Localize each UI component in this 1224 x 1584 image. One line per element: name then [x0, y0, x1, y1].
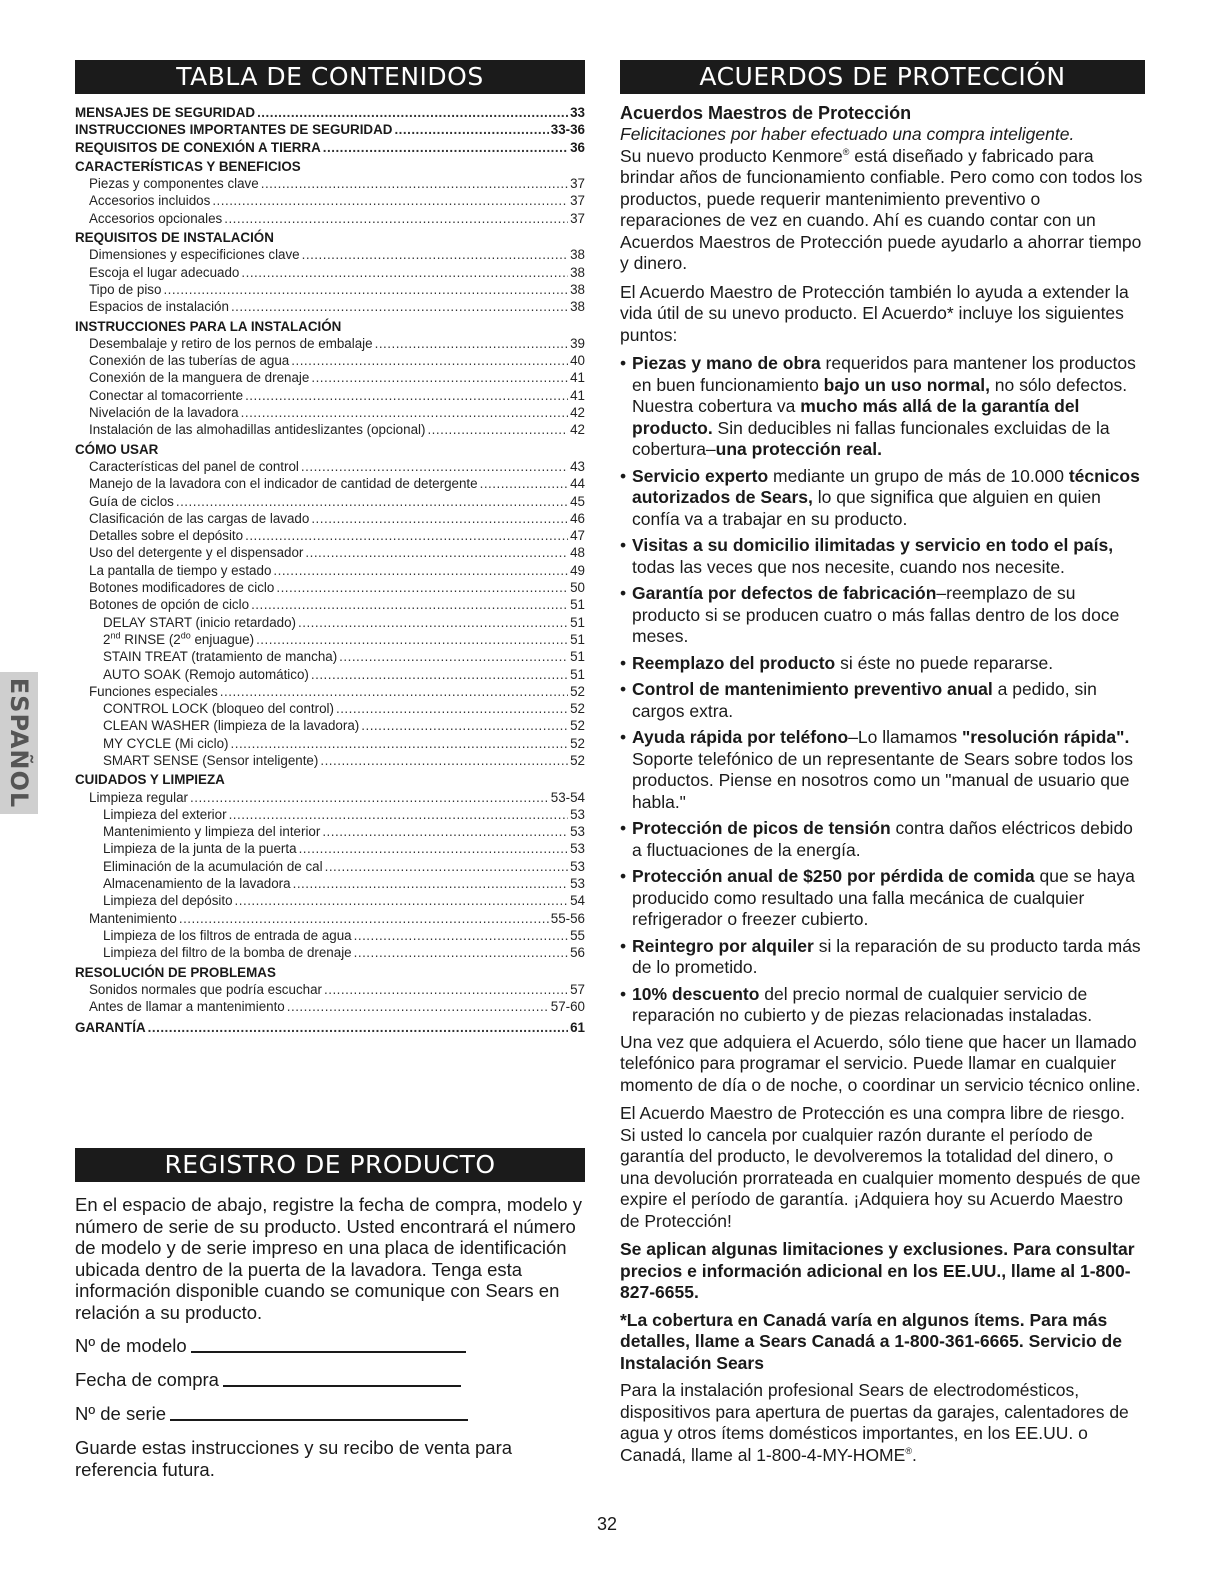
toc-entry — [75, 752, 585, 769]
toc-entry-title: Limpieza del exterior — [103, 806, 227, 822]
toc-entry-title: Clasificación de las cargas de lavado — [89, 510, 310, 526]
toc-section-heading: REQUISITOS DE INSTALACIÓN — [75, 230, 274, 246]
toc-entry — [75, 981, 585, 998]
toc-entry-page: 44 — [570, 476, 585, 492]
toc-leader-dots — [354, 944, 568, 961]
toc-list — [75, 104, 585, 1037]
toc-leader-dots — [235, 892, 569, 909]
toc-entry-page: 47 — [570, 528, 585, 544]
toc-entry-page: 46 — [570, 510, 585, 526]
toc-leader-dots — [298, 614, 568, 631]
toc-entry — [75, 700, 585, 717]
toc-entry — [75, 666, 585, 683]
toc-entry — [75, 579, 585, 596]
toc-leader-dots — [241, 404, 568, 421]
toc-leader-dots — [261, 175, 568, 192]
toc-entry — [75, 335, 585, 352]
toc-entry — [75, 421, 585, 438]
toc-entry-title: Espacios de instalación — [89, 299, 229, 315]
toc-entry-page: 51 — [570, 631, 585, 647]
bullet-descuento: • 10% descuento del precio normal de cualquier servicio de reparación no cubierto y de piezas relacionadas instaladas. — [620, 983, 1093, 1025]
toc-entry-title: Limpieza regular — [89, 789, 188, 805]
acuerdos-p5: Para la instalación profesional Sears de electrodomésticos, dispositivos para apertura de puertas da garajes, calentadores de agua y otros ítems domésticos importantes, en los EE.UU. o Canadá, llame al 1-800-4-MY-HOME®. — [620, 1380, 1129, 1465]
toc-entry — [75, 648, 585, 665]
toc-leader-dots — [256, 631, 568, 648]
acuerdos-limitaciones: Se aplican algunas limitaciones y exclusiones. Para consultar precios e información adicional en los EE.UU., llame al 1-800-827-6655. — [620, 1239, 1135, 1302]
toc-entry-page: 55-56 — [550, 910, 585, 926]
bullet-picos: • Protección de picos de tensión contra daños eléctricos debido a fluctuaciones de la energía. — [620, 818, 1133, 860]
toc-entry — [75, 927, 585, 944]
toc-entry-title: Guía de ciclos — [89, 493, 174, 509]
toc-leader-dots — [220, 683, 568, 700]
toc-section-heading: CUIDADOS Y LIMPIEZA — [75, 772, 225, 788]
toc-leader-dots — [305, 544, 568, 561]
toc-entry-page: 55 — [570, 927, 585, 943]
toc-entry — [75, 387, 585, 404]
toc-entry-page: 49 — [570, 562, 585, 578]
bullet-garantia: • Garantía por defectos de fabricación–reemplazo de su producto si se producen cuatro o más fallas dentro de los doce meses. — [620, 583, 1120, 646]
toc-entry-title: Escoja el lugar adecuado — [89, 264, 240, 280]
toc-entry — [75, 352, 585, 369]
toc-leader-dots — [325, 858, 569, 875]
toc-entry-page: 52 — [570, 735, 585, 751]
toc-leader-dots — [311, 510, 568, 527]
toc-entry — [75, 281, 585, 298]
toc-entry — [75, 246, 585, 263]
field-fecha[interactable] — [75, 1367, 585, 1391]
toc-section-heading: CARACTERÍSTICAS Y BENEFICIOS — [75, 158, 301, 174]
toc-entry-title: Conexión de la manguera de drenaje — [89, 370, 310, 386]
toc-entry-page: 43 — [570, 458, 585, 474]
toc-entry — [75, 510, 585, 527]
acuerdos-p1: Su nuevo producto Kenmore® está diseñado y fabricado para brindar años de funcionamiento confiable. Pero como con todos los productos, puede requerir mantenimiento preventivo o reparaciones de vez en cuando. Ahí es cuando contar con un Acuerdos Maestros de Protección puede ayudarlo a ahorrar tiempo y dinero. — [620, 145, 1143, 273]
field-fecha-line[interactable] — [223, 1385, 461, 1387]
field-modelo[interactable] — [75, 1333, 585, 1357]
toc-entry-page: 52 — [570, 683, 585, 699]
toc-entry-page: 52 — [570, 718, 585, 734]
toc-entry — [75, 121, 585, 138]
toc-entry — [75, 789, 585, 806]
toc-entry-title: SMART SENSE (Sensor inteligente) — [103, 752, 319, 768]
toc-entry-title: Sonidos normales que podría escuchar — [89, 981, 322, 997]
toc-entry — [75, 544, 585, 561]
acuerdos-p2: El Acuerdo Maestro de Protección también lo ayuda a extender la vida útil de su unevo producto. El Acuerdo* incluye los siguientes puntos: — [620, 281, 1129, 345]
toc-entry-title: MY CYCLE (Mi ciclo) — [103, 735, 229, 751]
toc-entry-title: Instalación de las almohadillas antideslizantes (opcional) — [89, 422, 426, 438]
toc-entry — [75, 614, 585, 631]
toc-leader-dots — [354, 927, 568, 944]
toc-entry-title: DELAY START (inicio retardado) — [103, 614, 297, 630]
toc-entry-page: 38 — [570, 281, 585, 297]
toc-entry-title: Accesorios incluidos — [89, 193, 211, 209]
toc-leader-dots — [339, 648, 568, 665]
toc-entry-title: CONTROL LOCK (bloqueo del control) — [103, 701, 334, 717]
toc-entry-page: 41 — [570, 387, 585, 403]
toc-entry-page: 57-60 — [550, 999, 585, 1015]
toc-entry-page: 37 — [570, 193, 585, 209]
toc-leader-dots — [231, 298, 568, 315]
toc-entry-title: AUTO SOAK (Remojo automático) — [103, 666, 309, 682]
toc-entry — [75, 840, 585, 857]
toc-entry — [75, 998, 585, 1015]
toc-leader-dots — [361, 717, 568, 734]
toc-entry — [75, 493, 585, 510]
toc-entry-title: Detalles sobre el depósito — [89, 528, 244, 544]
toc-entry — [75, 858, 585, 875]
toc-entry-title: Funciones especiales — [89, 683, 218, 699]
toc-entry-page: 61 — [570, 1020, 585, 1036]
toc-leader-dots — [302, 246, 568, 263]
toc-entry — [75, 458, 585, 475]
toc-entry — [75, 527, 585, 544]
language-side-tab: ESPAÑOL — [0, 672, 38, 814]
toc-entry-page: 42 — [570, 405, 585, 421]
toc-entry-title: Piezas y componentes clave — [89, 176, 259, 192]
toc-leader-dots — [148, 1019, 568, 1036]
toc-entry-page: 37 — [570, 210, 585, 226]
toc-entry-title: Conectar al tomacorriente — [89, 387, 244, 403]
field-serie-line[interactable] — [170, 1419, 468, 1421]
toc-entry — [75, 910, 585, 927]
toc-leader-dots — [212, 192, 568, 209]
toc-entry-page: 38 — [570, 247, 585, 263]
toc-entry — [75, 1019, 585, 1036]
toc-entry — [75, 875, 585, 892]
field-modelo-label: Nº de modelo — [75, 1335, 187, 1356]
toc-leader-dots — [293, 875, 569, 892]
toc-entry — [75, 139, 585, 156]
registro-note: Guarde estas instrucciones y su recibo de venta para referencia futura. — [75, 1437, 513, 1480]
toc-entry-page: 53-54 — [550, 789, 585, 805]
toc-leader-dots — [224, 210, 568, 227]
toc-leader-dots — [229, 806, 569, 823]
toc-entry — [75, 944, 585, 961]
toc-entry-title: Antes de llamar a mantenimiento — [89, 999, 285, 1015]
toc-entry-page: 53 — [570, 841, 585, 857]
registro-banner: REGISTRO DE PRODUCTO — [75, 1148, 585, 1182]
toc-leader-dots — [311, 666, 568, 683]
toc-leader-dots — [480, 475, 568, 492]
toc-entry — [75, 823, 585, 840]
toc-entry — [75, 683, 585, 700]
toc-leader-dots — [257, 104, 568, 121]
toc-entry-page: 51 — [570, 666, 585, 682]
toc-section-heading: CÓMO USAR — [75, 441, 159, 457]
toc-leader-dots — [245, 527, 568, 544]
bullet-reemplazo: • Reemplazo del producto si éste no puede repararse. — [620, 652, 1054, 673]
toc-entry-page: 38 — [570, 264, 585, 280]
toc-entry-page: 51 — [570, 614, 585, 630]
toc-entry-title: Mantenimiento — [89, 910, 177, 926]
toc-entry-title: Dimensiones y especificiones clave — [89, 247, 300, 263]
toc-entry-title: REQUISITOS DE CONEXIÓN A TIERRA — [75, 139, 321, 155]
toc-entry-title: Almacenamiento de la lavadora — [103, 876, 291, 892]
bullet-alquiler: • Reintegro por alquiler si la reparación de su producto tarda más de lo prometido. — [620, 935, 1141, 977]
toc-banner: TABLA DE CONTENIDOS — [75, 60, 585, 94]
toc-entry-page: 56 — [570, 945, 585, 961]
toc-entry — [75, 175, 585, 192]
toc-column — [75, 60, 585, 1037]
toc-entry — [75, 104, 585, 121]
toc-entry — [75, 192, 585, 209]
bullet-servicio: • Servicio experto mediante un grupo de más de 10.000 técnicos autorizados de Sears, lo que significa que alguien en quien confía va a trabajar en su producto. — [620, 465, 1140, 529]
toc-leader-dots — [241, 264, 568, 281]
acuerdos-banner: ACUERDOS DE PROTECCIÓN — [620, 60, 1145, 94]
field-modelo-line[interactable] — [191, 1351, 466, 1353]
bullet-visitas: • Visitas a su domicilio ilimitadas y servicio en todo el país, todas las veces que nos necesite, cuando nos necesite. — [620, 535, 1114, 577]
toc-entry-page: 45 — [570, 493, 585, 509]
toc-entry-title: Características del panel de control — [89, 458, 299, 474]
bullet-control: • Control de mantenimiento preventivo anual a pedido, sin cargos extra. — [620, 679, 1097, 721]
toc-entry-title: Limpieza de la junta de la puerta — [103, 841, 297, 857]
toc-entry-title: Botones de opción de ciclo — [89, 597, 250, 613]
toc-leader-dots — [299, 840, 569, 857]
toc-leader-dots — [394, 121, 548, 138]
toc-entry-title: MENSAJES DE SEGURIDAD — [75, 105, 256, 120]
acuerdos-p4: El Acuerdo Maestro de Protección es una compra libre de riesgo. Si usted lo cancela por cualquier razón durante el período de garantía del producto, le devolveremos la totalidad del dinero, o una devolución prorrateada en cualquier momento después de que expire el período de garantía. ¡Adquiera hoy su Acuerdo Maestro de Protección! — [620, 1103, 1141, 1231]
toc-entry — [75, 735, 585, 752]
registro-section — [75, 1148, 585, 1480]
toc-entry-title: Tipo de piso — [89, 281, 162, 297]
toc-entry-title: 2nd RINSE ($2^{do}$ enjuague) — [103, 630, 255, 647]
toc-entry-title: Eliminación de la acumulación de cal — [103, 858, 323, 874]
toc-entry-title: Limpieza del depósito — [103, 893, 233, 909]
toc-entry-title: Nivelación de la lavadora — [89, 405, 239, 421]
toc-entry-title: Uso del detergente y el dispensador — [89, 545, 304, 561]
toc-entry-page: 53 — [570, 806, 585, 822]
toc-entry-page: 53 — [570, 876, 585, 892]
toc-entry-page: 51 — [570, 597, 585, 613]
toc-entry-page: 51 — [570, 649, 585, 665]
toc-leader-dots — [245, 387, 568, 404]
toc-entry-title: Accesorios opcionales — [89, 210, 223, 226]
acuerdos-canada: *La cobertura en Canadá varía en algunos ítems. Para más detalles, llame a Sears Canadá a 1-800-361-6665. Servicio de Instalación Sears — [620, 1309, 1122, 1373]
toc-entry — [75, 631, 585, 648]
bullet-ayuda: • Ayuda rápida por teléfono–Lo llamamos "resolución rápida". Soporte telefónico de un representante de Sears sobre todos los productos. Piense en nosotros como un "manual de usuario que habla." — [620, 727, 1134, 812]
toc-entry-page: 33-36 — [550, 122, 585, 138]
field-serie[interactable] — [75, 1401, 585, 1425]
bullet-comida: • Protección anual de $250 por pérdida de comida que se haya producido como resultado una falla mecánica de cualquier refrigerador o freezer cubierto. — [620, 866, 1135, 929]
toc-leader-dots — [190, 789, 549, 806]
toc-entry-page: 50 — [570, 580, 585, 596]
toc-entry — [75, 717, 585, 734]
toc-entry-title: STAIN TREAT (tratamiento de mancha) — [103, 649, 338, 665]
toc-section-heading: INSTRUCCIONES PARA LA INSTALACIÓN — [75, 318, 342, 334]
field-serie-label: Nº de serie — [75, 1403, 167, 1424]
toc-entry-page: 53 — [570, 824, 585, 840]
toc-leader-dots — [273, 562, 568, 579]
toc-leader-dots — [301, 458, 568, 475]
toc-leader-dots — [322, 823, 568, 840]
toc-entry-title: Manejo de la lavadora con el indicador de cantidad de detergente — [89, 476, 478, 492]
toc-entry — [75, 475, 585, 492]
toc-entry-page: 53 — [570, 858, 585, 874]
toc-entry-page: 37 — [570, 176, 585, 192]
toc-leader-dots — [163, 281, 568, 298]
field-fecha-label: Fecha de compra — [75, 1369, 219, 1390]
toc-leader-dots — [324, 981, 568, 998]
toc-entry-page: 52 — [570, 701, 585, 717]
toc-entry-title: Botones modificadores de ciclo — [89, 580, 275, 596]
toc-leader-dots — [179, 910, 549, 927]
toc-entry-page: 33 — [570, 105, 585, 120]
toc-leader-dots — [176, 493, 568, 510]
toc-leader-dots — [311, 369, 568, 386]
toc-entry-title: Mantenimiento y limpieza del interior — [103, 824, 321, 840]
bullet-piezas: • Piezas y mano de obra requeridos para mantener los productos en buen funcionamiento bajo un uso normal, no sólo defectos. Nuestra cobertura va mucho más allá de la garantía del producto. Sin deducibles ni fallas funcionales excluidas de la cobertura–una protección real. — [620, 353, 1136, 459]
toc-leader-dots — [427, 421, 568, 438]
toc-leader-dots — [336, 700, 568, 717]
toc-leader-dots — [231, 735, 569, 752]
toc-entry-title: Limpieza del filtro de la bomba de drenaje — [103, 945, 352, 961]
toc-entry-page: 42 — [570, 422, 585, 438]
toc-entry-page: 36 — [570, 139, 585, 155]
toc-leader-dots — [320, 752, 568, 769]
toc-entry-title: Desembalaje y retiro de los pernos de embalaje — [89, 335, 373, 351]
toc-entry-title: INSTRUCCIONES IMPORTANTES DE SEGURIDAD — [75, 122, 393, 138]
toc-leader-dots — [287, 998, 549, 1015]
toc-leader-dots — [291, 352, 568, 369]
toc-entry — [75, 596, 585, 613]
acuerdos-heading: Acuerdos Maestros de Protección — [620, 103, 912, 123]
toc-entry-page: 39 — [570, 335, 585, 351]
toc-entry-title: La pantalla de tiempo y estado — [89, 562, 272, 578]
acuerdos-p3: Una vez que adquiera el Acuerdo, sólo tiene que hacer un llamado telefónico para programar el servicio. Puede llamar en cualquier momento de día o de noche, o coordinar un servicio técnico online. — [620, 1031, 1141, 1095]
toc-leader-dots — [251, 596, 568, 613]
toc-entry-page: 38 — [570, 299, 585, 315]
registro-intro: En el espacio de abajo, registre la fecha de compra, modelo y número de serie de su producto. Usted encontrará el número de modelo y de serie impreso en una placa de identificación ubicada dentro de la puerta de la lavadora. Tenga esta información disponible cuando se comunique con Sears en relación a su producto. — [75, 1194, 582, 1323]
page-number: 32 — [597, 1514, 618, 1534]
toc-leader-dots — [276, 579, 568, 596]
toc-entry-title: CLEAN WASHER (limpieza de la lavadora) — [103, 718, 360, 734]
toc-section-heading: RESOLUCIÓN DE PROBLEMAS — [75, 964, 276, 980]
toc-entry-page: 48 — [570, 545, 585, 561]
toc-entry — [75, 562, 585, 579]
toc-leader-dots — [323, 139, 568, 156]
toc-entry-page: 52 — [570, 752, 585, 768]
toc-entry-page: 40 — [570, 353, 585, 369]
acuerdos-subtitle: Felicitaciones por haber efectuado una compra inteligente. — [620, 124, 1075, 144]
toc-entry — [75, 298, 585, 315]
toc-entry-title: Limpieza de los filtros de entrada de agua — [103, 927, 352, 943]
toc-entry — [75, 892, 585, 909]
toc-entry-page: 57 — [570, 981, 585, 997]
toc-entry-page: 54 — [570, 893, 585, 909]
toc-entry-title: Conexión de las tuberías de agua — [89, 353, 290, 369]
toc-entry-title: GARANTÍA — [75, 1020, 146, 1036]
toc-entry — [75, 210, 585, 227]
toc-entry — [75, 806, 585, 823]
toc-entry — [75, 404, 585, 421]
toc-entry — [75, 264, 585, 281]
acuerdos-column — [620, 60, 1145, 1473]
toc-entry — [75, 369, 585, 386]
toc-entry-page: 41 — [570, 370, 585, 386]
toc-leader-dots — [375, 335, 569, 352]
